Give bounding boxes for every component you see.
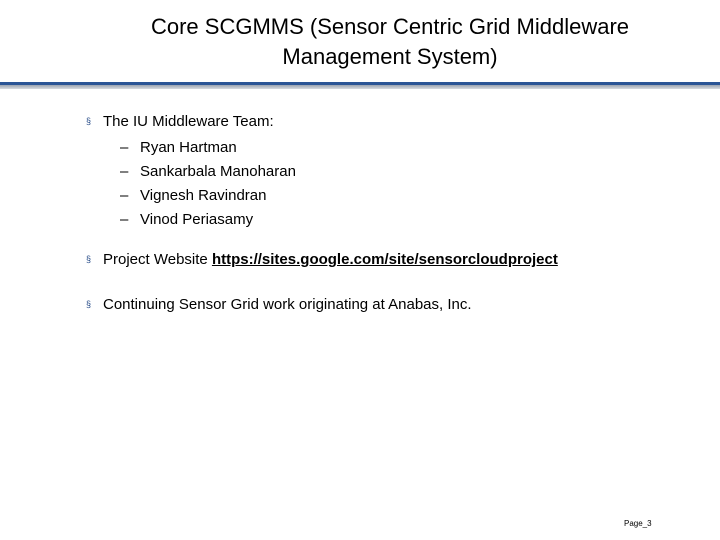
bullet-project-website bbox=[86, 250, 558, 269]
page-number: Page_3 bbox=[624, 519, 652, 528]
title-divider-gray-shadow bbox=[0, 85, 720, 89]
title-divider bbox=[0, 82, 720, 90]
team-member-name: Sankarbala Manoharan bbox=[140, 163, 296, 180]
project-website-link[interactable]: https://sites.google.com/site/sensorcloudproject bbox=[211, 251, 558, 268]
bullet-marker-icon: § bbox=[86, 116, 92, 126]
list-item bbox=[120, 208, 296, 232]
team-member-name: Vinod Periasamy bbox=[140, 211, 254, 228]
bullet-marker-icon: § bbox=[86, 254, 92, 264]
dash-marker-icon: – bbox=[120, 163, 129, 180]
bullet-project-website-text: Project Website bbox=[103, 251, 212, 268]
bullet-sensor-grid-text: Continuing Sensor Grid work originating at Anabas, Inc. bbox=[103, 296, 472, 313]
team-member-name: Ryan Hartman bbox=[140, 139, 237, 156]
dash-marker-icon: – bbox=[120, 187, 129, 204]
team-member-list bbox=[120, 136, 296, 232]
bullet-team-text: The IU Middleware Team: bbox=[103, 113, 274, 130]
team-member-name: Vignesh Ravindran bbox=[140, 187, 267, 204]
dash-marker-icon: – bbox=[120, 211, 129, 228]
list-item bbox=[120, 160, 296, 184]
slide-title-line-2: Management System) bbox=[282, 44, 498, 69]
slide-title-line-1: Core SCGMMS (Sensor Centric Grid Middleware bbox=[150, 14, 630, 39]
list-item bbox=[120, 136, 296, 160]
bullet-sensor-grid bbox=[86, 295, 472, 314]
bullet-team bbox=[86, 112, 274, 131]
list-item bbox=[120, 184, 296, 208]
slide-title bbox=[60, 12, 720, 72]
bullet-marker-icon: § bbox=[86, 299, 92, 309]
dash-marker-icon: – bbox=[120, 139, 129, 156]
